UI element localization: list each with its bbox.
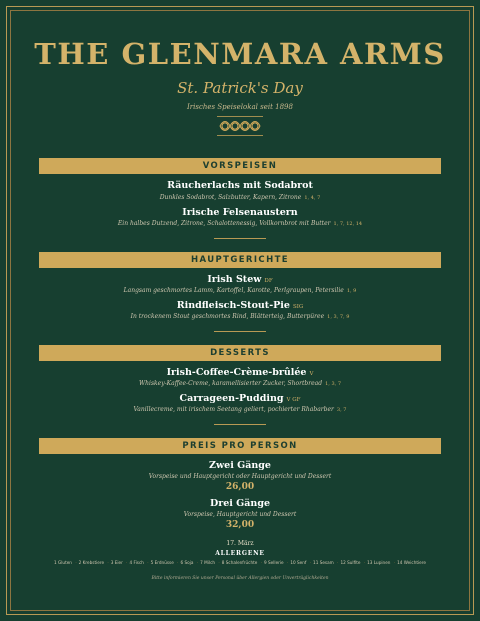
course-price: 32,00 — [225, 520, 255, 530]
separator-dot: · — [75, 560, 77, 565]
dish-description: Dunkles Sodabrot, Salzbutter, Kapern, Zitrone 1, 4, 7 — [159, 194, 321, 201]
dish-name: Irish Stew DF — [207, 274, 273, 285]
allergen-entry: 8 Schalenfrüchte — [221, 560, 258, 565]
restaurant-title: THE GLENMARA ARMS — [34, 37, 446, 71]
dish-name: Räucherlachs mit Sodabrot — [167, 180, 313, 191]
separator-dot: · — [260, 560, 263, 565]
dish-description: In trockenem Stout geschmortes Rind, Blätterteig, Butterpüree 1, 3, 7, 9 — [130, 313, 350, 320]
allergen-entry: 7 Milch — [200, 560, 216, 565]
diet-tag: V — [309, 371, 314, 377]
dish-name: Irish-Coffee-Crème-brûlée V — [166, 367, 314, 378]
diet-tag: V GF — [286, 397, 301, 403]
allergen-entry: 5 Erdnüsse — [150, 560, 174, 565]
section-header-starters: VORSPEISEN — [39, 158, 441, 174]
allergen-entry: 6 Soja — [180, 560, 194, 565]
restaurant-tagline: Irisches Speiselokal seit 1898 — [187, 103, 293, 111]
course-option-name: Drei Gänge — [209, 498, 271, 509]
allergen-entry: 4 Fisch — [129, 560, 144, 565]
allergen-codes: 1, 7, 12, 14 — [333, 221, 363, 227]
allergen-entry: 1 Gluten — [54, 560, 72, 565]
allergen-entry: 13 Lupinen — [367, 560, 391, 565]
allergen-note: Bitte informieren Sie unser Personal über Allergien oder Unverträglichkeiten — [151, 576, 329, 581]
dish-description: Ein halbes Dutzend, Zitrone, Schalottenessig, Vollkornbrot mit Butter 1, 7, 12, 14 — [117, 220, 363, 227]
separator-dot: · — [286, 560, 289, 565]
allergen-entry: 2 Krebstiere — [78, 560, 105, 565]
course-option-description: Vorspeise, Hauptgericht und Dessert — [183, 511, 297, 518]
divider — [214, 424, 266, 425]
allergen-entry: 14 Weichtiere — [397, 560, 426, 565]
section-header-mains: HAUPTGERICHTE — [39, 252, 441, 268]
separator-dot: · — [337, 560, 339, 565]
dish-name: Rindfleisch-Stout-Pie SIG — [176, 300, 304, 311]
allergen-entry: 10 Senf — [290, 560, 307, 565]
separator-dot: · — [177, 560, 179, 565]
menu-subtitle: St. Patrick's Day — [177, 79, 303, 97]
separator-dot: · — [309, 560, 312, 565]
separator-dot: · — [363, 560, 366, 565]
allergen-codes: 1, 4, 7 — [304, 195, 321, 201]
dish-name: Carrageen-Pudding V GF — [179, 393, 301, 404]
divider — [214, 238, 266, 239]
allergen-entry: 12 Sulfite — [340, 560, 361, 565]
allergen-entry: 9 Sellerie — [264, 560, 284, 565]
separator-dot: · — [126, 560, 128, 565]
divider — [214, 331, 266, 332]
course-price: 26,00 — [225, 482, 255, 492]
separator-dot: · — [218, 560, 220, 565]
dish-name: Irische Felsenaustern — [182, 207, 298, 218]
allergen-codes: 1, 3, 7, 9 — [327, 314, 350, 320]
separator-dot: · — [107, 560, 109, 565]
allergen-entry: 3 Eier — [110, 560, 123, 565]
separator-dot: · — [393, 560, 396, 565]
allergen-heading: ALLERGENE — [215, 550, 265, 557]
separator-dot: · — [147, 560, 149, 565]
allergen-codes: 1, 9 — [346, 288, 357, 294]
allergen-entry: 11 Sesam — [313, 560, 334, 565]
dish-description: Vanillecreme, mit irischem Seetang geliert, pochierter Rhabarber 3, 7 — [133, 406, 347, 413]
dish-description: Whiskey-Kaffee-Creme, karamellisierter Zucker, Shortbread 1, 3, 7 — [139, 380, 341, 387]
allergen-codes: 3, 7 — [336, 407, 347, 413]
section-header-prices: PREIS PRO PERSON — [39, 438, 441, 454]
allergen-list — [40, 559, 440, 566]
dish-description: Langsam geschmortes Lamm, Kartoffel, Karotte, Perlgraupen, Petersilie 1, 9 — [123, 287, 357, 294]
separator-dot: · — [196, 560, 199, 565]
event-date: 17. März — [226, 540, 254, 547]
allergen-codes: 1, 3, 7 — [325, 381, 341, 387]
celtic-knot-icon — [217, 115, 263, 137]
diet-tag: SIG — [292, 304, 304, 310]
section-header-desserts: DESSERTS — [39, 345, 441, 361]
diet-tag: DF — [264, 278, 273, 284]
course-option-name: Zwei Gänge — [209, 460, 271, 471]
course-option-description: Vorspeise und Hauptgericht oder Hauptgericht und Dessert — [148, 473, 332, 480]
